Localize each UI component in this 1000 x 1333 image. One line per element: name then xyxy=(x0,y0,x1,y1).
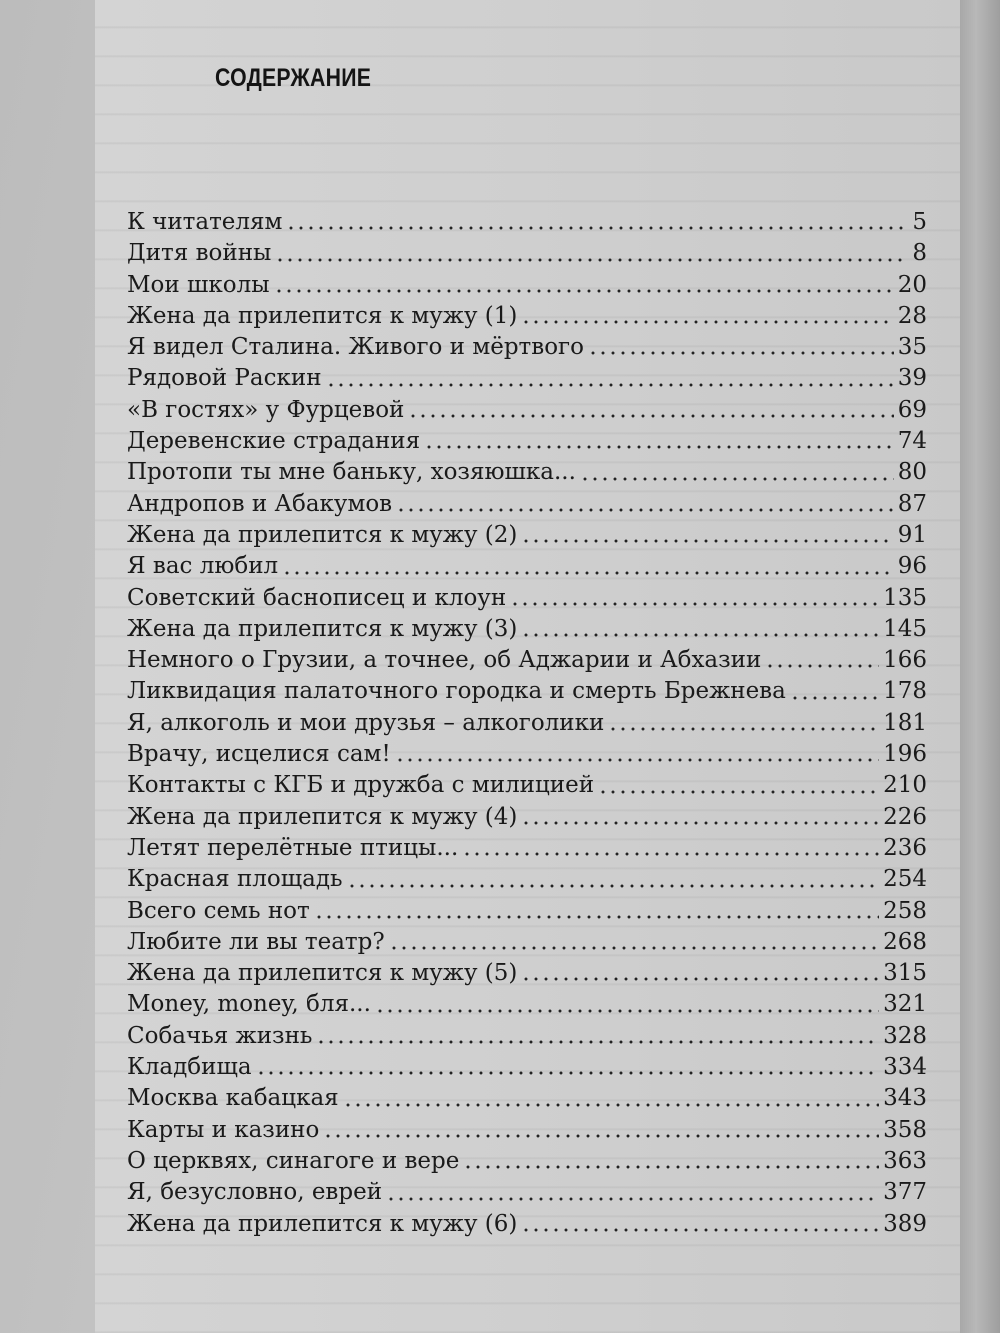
toc-entry-title: Врачу, исцелися сам! xyxy=(127,741,391,768)
dot-leader xyxy=(395,758,879,762)
toc-entry-title: О церквях, синагоге и вере xyxy=(127,1147,460,1174)
toc-entry xyxy=(127,207,927,238)
toc-entry xyxy=(127,489,927,520)
toc-entry xyxy=(127,676,927,707)
dot-leader xyxy=(424,445,894,449)
toc-entry-page: 254 xyxy=(883,866,927,893)
page-title: СОДЕРЖАНИЕ xyxy=(215,64,372,92)
toc-entry-title: Советский баснописец и клоун xyxy=(127,584,507,611)
dot-leader xyxy=(580,477,894,481)
toc-entry xyxy=(127,1083,927,1114)
toc-entry-page: 96 xyxy=(897,553,927,580)
dot-leader xyxy=(598,790,879,794)
toc-entry-title: Ликвидация палаточного городка и смерть Брежнева xyxy=(127,678,786,705)
toc-entry-title: Кладбища xyxy=(127,1054,252,1081)
dot-leader xyxy=(389,946,879,950)
toc-entry-page: 210 xyxy=(883,772,927,799)
toc-entry xyxy=(127,833,927,864)
toc-entry-page: 236 xyxy=(883,834,927,861)
toc-entry-title: Жена да прилепится к мужу (3) xyxy=(127,615,518,642)
toc-entry-page: 80 xyxy=(897,459,927,486)
toc-entry-page: 226 xyxy=(883,803,927,830)
toc-entry-page: 377 xyxy=(883,1179,927,1206)
toc-entry xyxy=(127,551,927,582)
toc-entry-title: Жена да прилепится к мужу (4) xyxy=(127,803,518,830)
toc-entry xyxy=(127,802,927,833)
toc-entry xyxy=(127,645,927,676)
dot-leader xyxy=(386,1197,879,1201)
toc-entry-page: 334 xyxy=(883,1054,927,1081)
toc-entry-page: 268 xyxy=(883,928,927,955)
toc-entry-title: Протопи ты мне баньку, хозяюшка... xyxy=(127,459,576,486)
toc-entry xyxy=(127,520,927,551)
toc-entry xyxy=(127,363,927,394)
dot-leader xyxy=(323,1134,879,1138)
toc-entry-page: 315 xyxy=(883,960,927,987)
toc-entry-title: Карты и казино xyxy=(127,1116,320,1143)
dot-leader xyxy=(314,915,879,919)
toc-entry-title: Андропов и Абакумов xyxy=(127,490,393,517)
toc-entry-title: Жена да прилепится к мужу (2) xyxy=(127,521,518,548)
toc-entry xyxy=(127,1021,927,1052)
toc-entry-page: 358 xyxy=(883,1116,927,1143)
dot-leader xyxy=(347,884,880,888)
toc-entry xyxy=(127,1115,927,1146)
toc-entry-page: 389 xyxy=(883,1210,927,1237)
dot-leader xyxy=(608,727,879,731)
toc-entry-page: 135 xyxy=(883,584,927,611)
dot-leader xyxy=(274,289,894,293)
toc-entry-title: Красная площадь xyxy=(127,866,343,893)
dot-leader xyxy=(408,414,893,418)
toc-entry-page: 69 xyxy=(897,396,927,423)
toc-entry xyxy=(127,1209,927,1240)
toc-entry xyxy=(127,989,927,1020)
toc-entry-page: 328 xyxy=(883,1022,927,1049)
toc-entry-page: 35 xyxy=(897,334,927,361)
dot-leader xyxy=(282,571,894,575)
toc-entry-title: Всего семь нот xyxy=(127,897,310,924)
toc-entry xyxy=(127,395,927,426)
toc-entry xyxy=(127,426,927,457)
toc-entry-title: Собачья жизнь xyxy=(127,1022,313,1049)
toc-entry-page: 343 xyxy=(883,1085,927,1112)
toc-entry xyxy=(127,614,927,645)
dot-leader xyxy=(510,602,879,606)
toc-entry-title: Я вас любил xyxy=(127,553,279,580)
toc-entry-title: Деревенские страдания xyxy=(127,428,421,455)
toc-entry xyxy=(127,770,927,801)
dot-leader xyxy=(521,821,879,825)
toc-entry xyxy=(127,583,927,614)
dot-leader xyxy=(521,633,879,637)
toc-entry xyxy=(127,1052,927,1083)
toc-entry-page: 28 xyxy=(897,302,927,329)
page-edge xyxy=(960,0,1000,1333)
toc-entry xyxy=(127,927,927,958)
dot-leader xyxy=(375,1009,879,1013)
toc-entry-title: Жена да прилепится к мужу (5) xyxy=(127,960,518,987)
toc-entry xyxy=(127,270,927,301)
toc-entry-title: Контакты с КГБ и дружба с милицией xyxy=(127,772,595,799)
dot-leader xyxy=(256,1071,880,1075)
toc-entry-title: Жена да прилепится к мужу (6) xyxy=(127,1210,518,1237)
toc-entry-title: Немного о Грузии, а точнее, об Аджарии и Абхазии xyxy=(127,647,762,674)
toc-entry-title: Летят перелётные птицы... xyxy=(127,834,459,861)
dot-leader xyxy=(326,383,894,387)
toc-entry xyxy=(127,896,927,927)
dot-leader xyxy=(343,1103,879,1107)
table-of-contents xyxy=(127,207,927,1240)
dot-leader xyxy=(790,696,879,700)
toc-entry-page: 39 xyxy=(897,365,927,392)
toc-entry-title: Мои школы xyxy=(127,271,270,298)
toc-entry-title: Дитя войны xyxy=(127,240,272,267)
toc-entry-title: Москва кабацкая xyxy=(127,1085,339,1112)
toc-entry-page: 181 xyxy=(883,709,927,736)
toc-entry-page: 178 xyxy=(883,678,927,705)
dot-leader xyxy=(316,1040,879,1044)
toc-entry xyxy=(127,1177,927,1208)
toc-entry-page: 5 xyxy=(912,209,927,235)
toc-entry-page: 8 xyxy=(912,240,927,267)
toc-entry xyxy=(127,238,927,269)
toc-entry xyxy=(127,708,927,739)
toc-entry-page: 196 xyxy=(883,741,927,768)
dot-leader xyxy=(765,664,879,668)
toc-entry-title: Я видел Сталина. Живого и мёртвого xyxy=(127,334,584,361)
dot-leader xyxy=(286,226,908,230)
toc-entry-page: 87 xyxy=(897,490,927,517)
toc-entry xyxy=(127,958,927,989)
toc-entry-page: 321 xyxy=(883,991,927,1018)
toc-entry xyxy=(127,301,927,332)
toc-entry xyxy=(127,864,927,895)
toc-entry-page: 363 xyxy=(883,1147,927,1174)
toc-entry xyxy=(127,457,927,488)
toc-entry xyxy=(127,332,927,363)
toc-entry-title: Money, money, бля... xyxy=(127,991,371,1018)
dot-leader xyxy=(521,539,893,543)
toc-entry-title: Любите ли вы театр? xyxy=(127,928,385,955)
toc-entry-page: 145 xyxy=(883,615,927,642)
toc-entry-title: Рядовой Раскин xyxy=(127,365,322,392)
toc-entry-title: Жена да прилепится к мужу (1) xyxy=(127,302,518,329)
dot-leader xyxy=(462,852,879,856)
toc-entry-title: Я, алкоголь и мои друзья – алкоголики xyxy=(127,709,605,736)
dot-leader xyxy=(521,977,879,981)
dot-leader xyxy=(588,351,894,355)
dot-leader xyxy=(396,508,894,512)
dot-leader xyxy=(275,258,908,262)
toc-entry-page: 166 xyxy=(883,647,927,674)
toc-entry-title: Я, безусловно, еврей xyxy=(127,1179,383,1206)
dot-leader xyxy=(463,1165,879,1169)
toc-entry-title: К читателям xyxy=(127,209,283,235)
toc-entry-page: 20 xyxy=(897,271,927,298)
dot-leader xyxy=(521,1228,879,1232)
toc-entry-page: 74 xyxy=(897,428,927,455)
toc-entry xyxy=(127,739,927,770)
dot-leader xyxy=(521,320,893,324)
toc-entry xyxy=(127,1146,927,1177)
toc-entry-page: 91 xyxy=(897,521,927,548)
toc-entry-title: «В гостях» у Фурцевой xyxy=(127,396,405,423)
toc-entry-page: 258 xyxy=(883,897,927,924)
